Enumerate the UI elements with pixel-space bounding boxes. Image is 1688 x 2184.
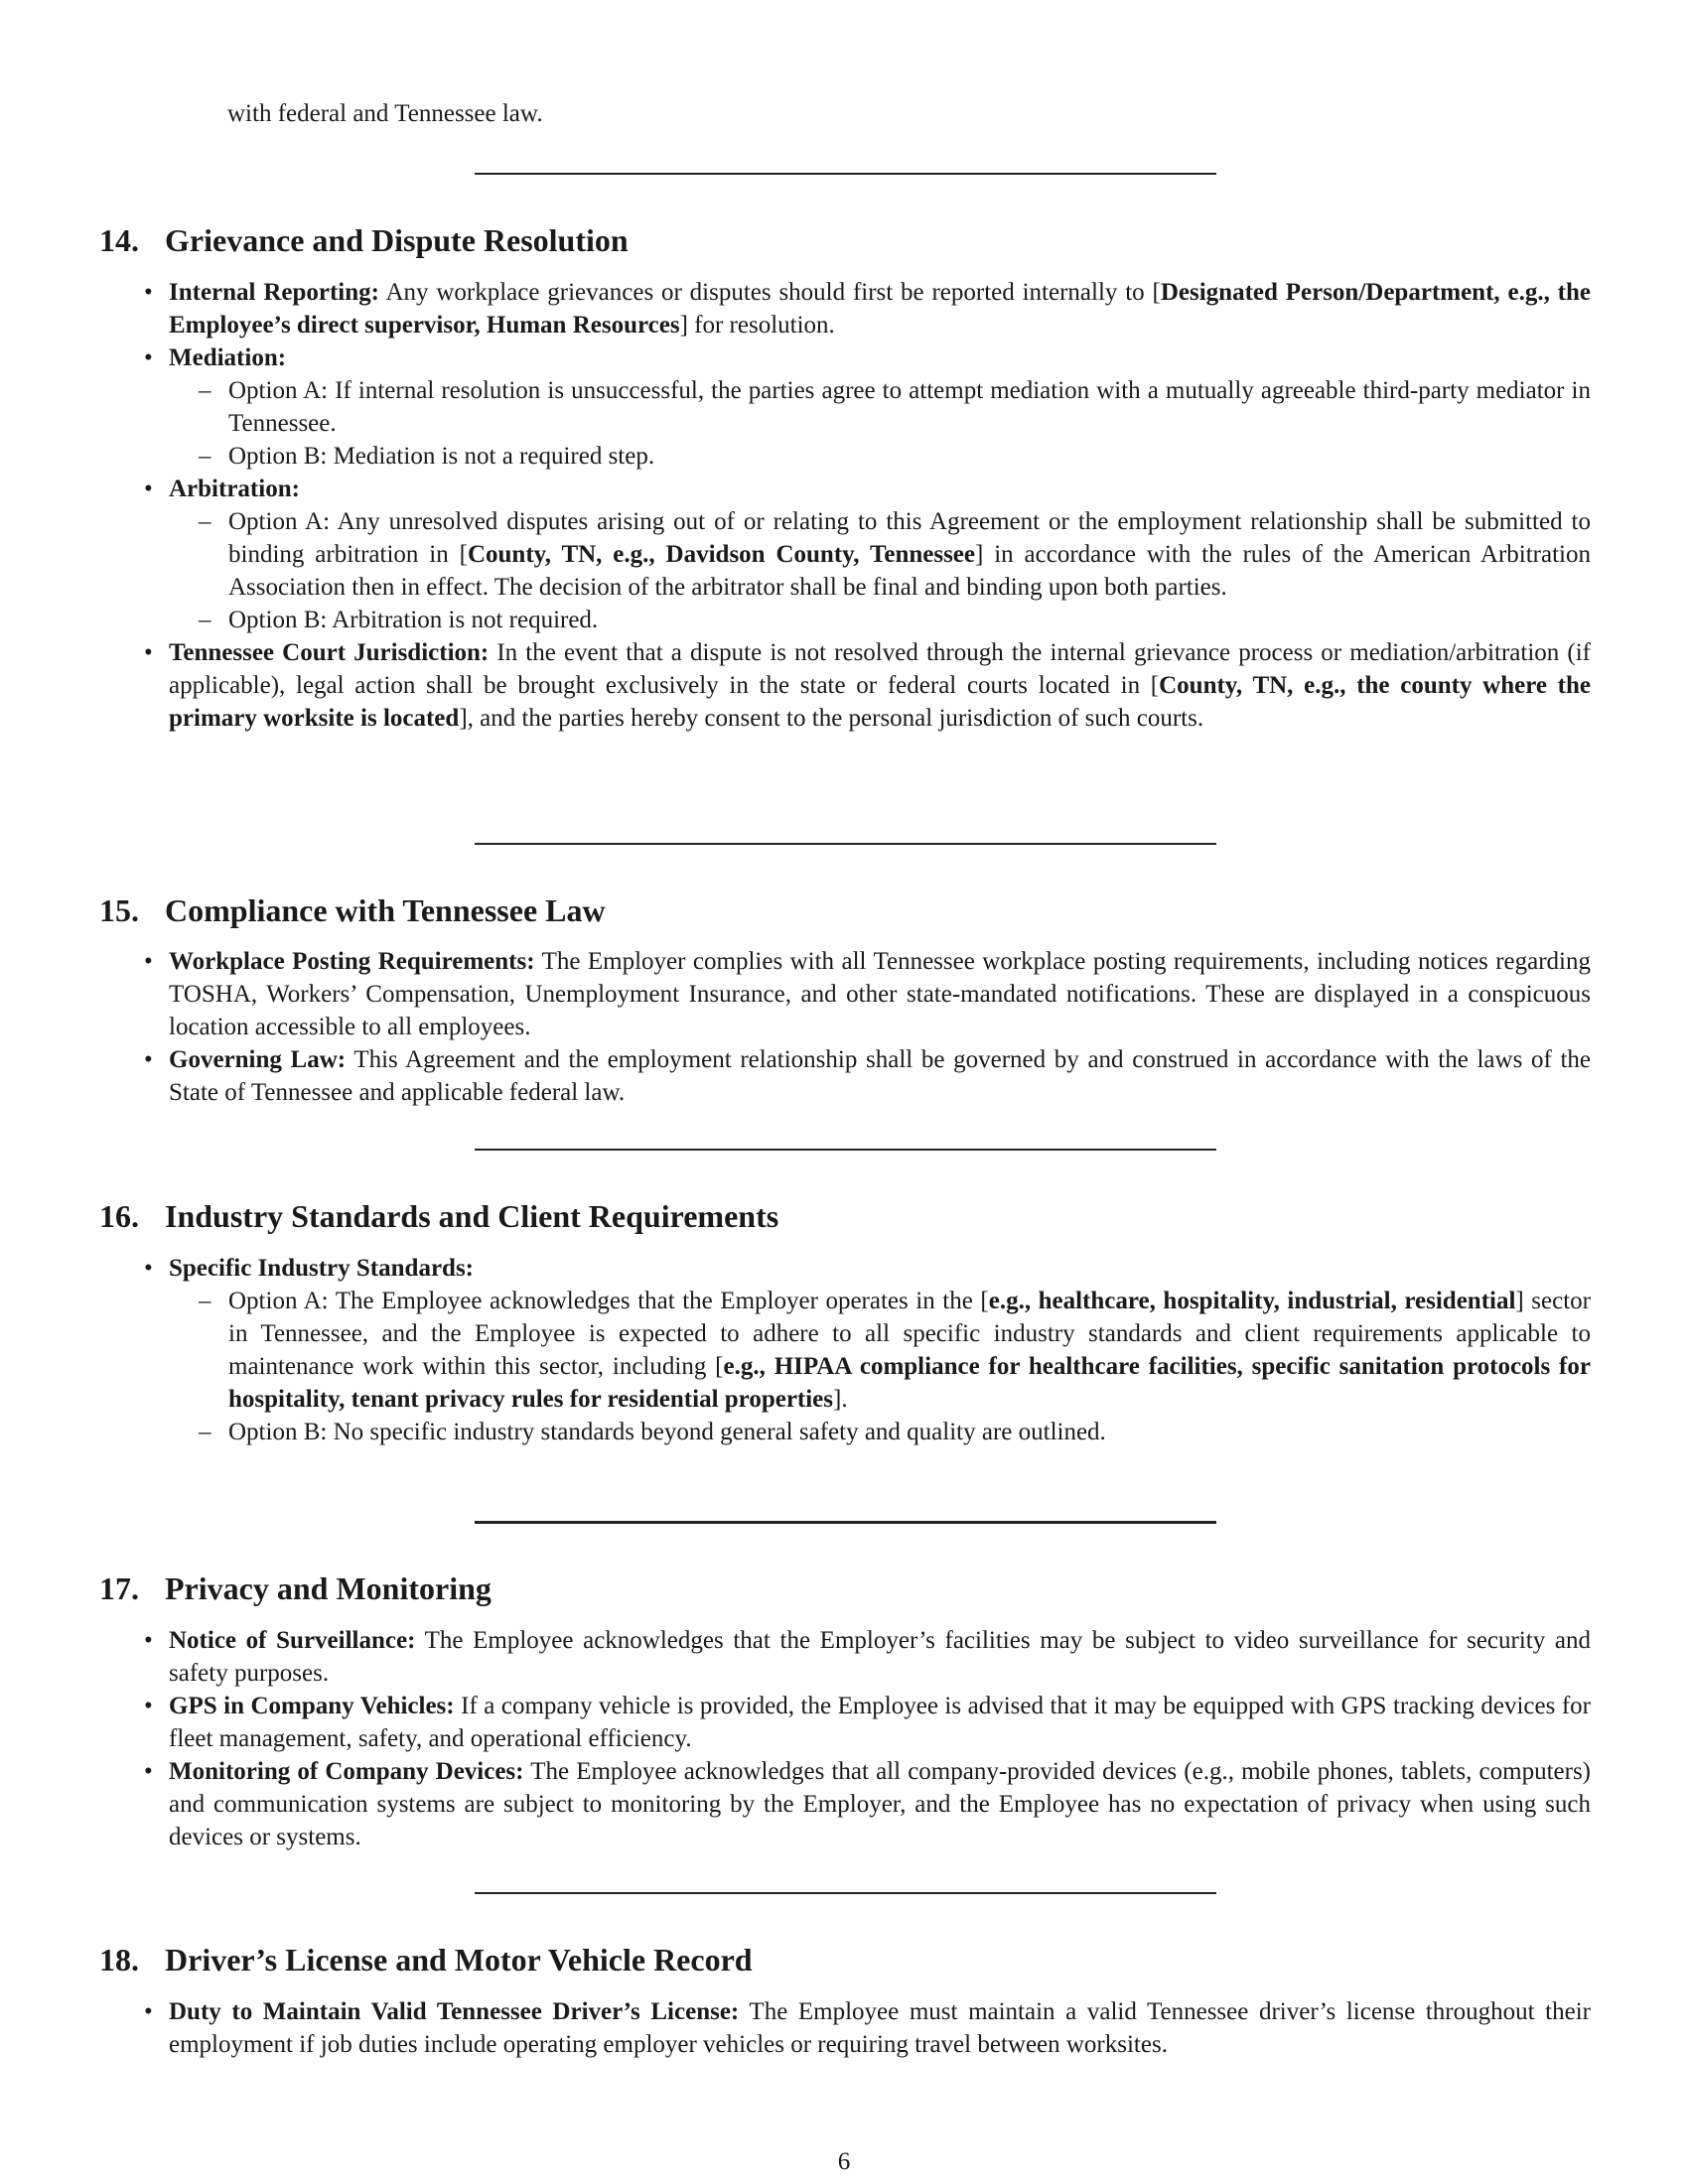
list-item: • Notice of Surveillance: The Employee acknowledges that the Employer’s facilities may be subject to video surveillance for security and safety purposes. [169, 1624, 1591, 1690]
section-heading-16: 16. Industry Standards and Client Requirements [99, 1198, 779, 1234]
sub-list-item: – Option B: Mediation is not a required step. [169, 440, 1591, 473]
bullet-icon: • [144, 344, 153, 371]
dash-icon: – [199, 508, 211, 535]
sub-list-item: – Option A: The Employee acknowledges that the Employer operates in the [e.g., healthcare, hospitality, industrial, residential] sector in Tennessee, and the Employee is expected to adhere to all specific industry standards and client requirements applicable to maintenance work within this sector, including [e.g., HIPAA compliance for healthcare facilities, specific sanitation protocols for hospitality, tenant privacy rules for residential properties]. [169, 1285, 1591, 1416]
continuation-text: with federal and Tennessee law. [227, 100, 543, 127]
section-16-list [144, 1252, 1591, 1448]
page-number: 6 [837, 2148, 851, 2175]
sub-list-item: – Option A: If internal resolution is unsuccessful, the parties agree to attempt mediation with a mutually agreeable third-party mediator in Tennessee. [169, 374, 1591, 440]
section-heading-14: 14. Grievance and Dispute Resolution [99, 222, 629, 258]
list-item: • Duty to Maintain Valid Tennessee Driver’s License: The Employee must maintain a valid Tennessee driver’s license throughout their employment if job duties include operating employer vehicles or requiring travel between worksites. [169, 1995, 1591, 2061]
sub-list-item: – Option B: No specific industry standards beyond general safety and quality are outlined. [169, 1416, 1591, 1448]
section-heading-15: 15. Compliance with Tennessee Law [99, 892, 606, 928]
list-item: • Internal Reporting: Any workplace grievances or disputes should first be reported internally to [Designated Person/Department, e.g., the Employee’s direct supervisor, Human Resources] for resolution. [169, 276, 1591, 341]
section-divider [475, 843, 1216, 845]
list-item: • Specific Industry Standards: [169, 1252, 1591, 1285]
section-divider [475, 1892, 1216, 1894]
list-item: • Tennessee Court Jurisdiction: In the event that a dispute is not resolved through the internal grievance process or mediation/arbitration (if applicable), legal action shall be brought exclusively in the state or federal courts located in [County, TN, e.g., the county where the primary worksite is located], and the parties hereby consent to the personal jurisdiction of such courts. [169, 636, 1591, 735]
dash-icon: – [199, 607, 211, 633]
section-divider [475, 173, 1216, 175]
bullet-icon: • [144, 1255, 153, 1282]
dash-icon: – [199, 377, 211, 404]
section-divider [475, 1149, 1216, 1151]
dash-icon: – [199, 1419, 211, 1445]
list-item: • Workplace Posting Requirements: The Employer complies with all Tennessee workplace posting requirements, including notices regarding TOSHA, Workers’ Compensation, Unemployment Insurance, and other state-mandated notifications. These are displayed in a conspicuous location accessible to all employees. [169, 945, 1591, 1043]
section-18-list [144, 1995, 1591, 2061]
section-divider [475, 1521, 1216, 1524]
dash-icon: – [199, 443, 211, 470]
section-heading-18: 18. Driver’s License and Motor Vehicle Record [99, 1942, 753, 1978]
bullet-icon: • [144, 1998, 153, 2025]
bullet-icon: • [144, 1627, 153, 1654]
section-17-list [144, 1624, 1592, 1853]
list-item: • Governing Law: This Agreement and the employment relationship shall be governed by and construed in accordance with the laws of the State of Tennessee and applicable federal law. [169, 1043, 1591, 1109]
bullet-icon: • [144, 948, 153, 975]
sub-list-item: – Option B: Arbitration is not required. [169, 604, 1591, 636]
list-item: • Monitoring of Company Devices: The Employee acknowledges that all company-provided devices (e.g., mobile phones, tablets, computers) and communication systems are subject to monitoring by the Employer, and the Employee has no expectation of privacy when using such devices or systems. [169, 1755, 1591, 1853]
bullet-icon: • [144, 476, 153, 502]
section-heading-17: 17. Privacy and Monitoring [99, 1570, 492, 1606]
section-14-list [144, 276, 1591, 735]
list-item: • Mediation: [169, 341, 1591, 374]
dash-icon: – [199, 1288, 211, 1314]
sub-list-item: – Option A: Any unresolved disputes arising out of or relating to this Agreement or the employment relationship shall be submitted to binding arbitration in [County, TN, e.g., Davidson County, Tennessee] in accordance with the rules of the American Arbitration Association then in effect. The decision of the arbitrator shall be final and binding upon both parties. [169, 505, 1591, 604]
bullet-icon: • [144, 639, 153, 666]
bullet-icon: • [144, 1046, 153, 1073]
bullet-icon: • [144, 1693, 153, 1719]
bullet-icon: • [144, 279, 153, 306]
list-item: • GPS in Company Vehicles: If a company vehicle is provided, the Employee is advised that it may be equipped with GPS tracking devices for fleet management, safety, and operational efficiency. [169, 1690, 1591, 1755]
list-item: • Arbitration: [169, 473, 1591, 505]
bullet-icon: • [144, 1758, 153, 1785]
section-15-list [144, 945, 1592, 1109]
